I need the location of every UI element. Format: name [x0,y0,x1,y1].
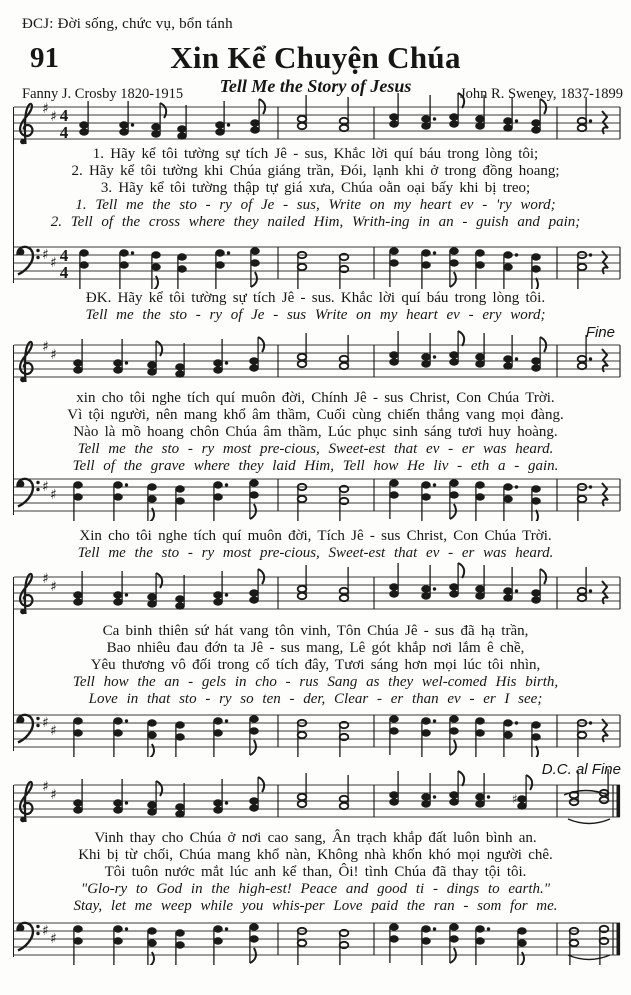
hymn-number: 91 [30,42,59,74]
svg-text:♯: ♯ [50,787,57,803]
dc-al-fine-marker: D.C. al Fine [541,761,621,778]
page-title: Xin Kể Chuyện Chúa [170,40,461,75]
svg-text:♯: ♯ [42,715,49,731]
svg-text:4: 4 [59,263,69,282]
composer-credit: John R. Sweney, 1837-1899 [460,86,623,102]
svg-text:♯: ♯ [50,931,57,947]
svg-text:♯: ♯ [50,255,57,271]
page-subtitle: Tell Me the Story of Jesus [219,76,412,96]
svg-text:♯: ♯ [42,571,49,587]
svg-text:4: 4 [59,106,69,125]
lyricist-credit: Fanny J. Crosby 1820-1915 [22,86,184,102]
system-1-treble-staff [12,89,624,149]
lyric-line: Tell of the grave where they laid Him, Tell how He liv - eth a - gain. [72,458,559,474]
svg-text:♯: ♯ [50,109,57,125]
fine-marker: Fine [585,324,615,341]
lyric-line: Ca binh thiên sứ hát vang tôn vinh, Tôn Chúa Jê - sus đã hạ trần, [102,623,529,639]
svg-text:♯: ♯ [50,487,57,503]
system-2-treble-staff [12,327,624,387]
lyric-line: Vì tội người, nên mang khổ âm thầm, Cuối cùng chiến thắng vang mọi đàng. [67,407,564,423]
svg-text:♯: ♯ [42,339,49,355]
lyric-line: 1. Tell me the sto - ry of Je - sus, Write on my heart ev - 'ry word; [75,197,556,213]
lyric-line: Tell me the sto - ry most pre-cious, Sweet-est that ev - er was heard. [77,545,554,561]
svg-text:♯: ♯ [512,792,518,806]
svg-text:♯: ♯ [42,101,49,117]
lyric-line: Love in that sto - ry so ten - der, Clear - er than ev - er I see; [88,691,543,707]
lyric-line: 2. Tell of the cross where they nailed Him, Writh-ing in an - guish and pain; [50,214,581,230]
svg-text:♯: ♯ [50,347,57,363]
category-heading: ĐCJ: Đời sống, chức vụ, bổn tánh [22,16,233,32]
svg-text:♯: ♯ [42,923,49,939]
lyric-line: Stay, let me weep while you whis-per Love paid the ran - som for me. [73,898,558,914]
system-3-treble-staff [12,559,624,619]
lyric-line: 3. Hãy kể tôi tường thập tự giá xưa, Chúa oằn oại bấy khi bị treo; [100,180,531,196]
lyric-line: Vinh thay cho Chúa ở nơi cao sang, Ân trạch khắp đất luôn bình an. [94,830,537,846]
lyric-line: "Glo-ry to God in the high-est! Peace and good ti - dings to earth." [80,881,551,897]
svg-text:4: 4 [59,246,69,265]
lyric-line: ĐK. Hãy kể tôi tường sự tích Jê - sus. Khắc lời quí báu trong lòng tôi. [85,290,546,306]
lyric-line: Tell me the sto - ry of Je - sus Write on my heart ev - ery word; [85,307,546,323]
system-1-bass-staff [12,229,624,289]
lyric-line: xin cho tôi nghe tích quí muôn đời, Chính Jê - sus Christ, Con Chúa Trời. [76,390,555,406]
svg-text:4: 4 [59,123,69,142]
svg-text:♯: ♯ [42,247,49,263]
svg-text:♯: ♯ [50,579,57,595]
lyric-line: Tôi tuôn nước mắt lúc anh kể than, Ôi! tình Chúa đã thay tội tôi. [104,864,527,880]
lyric-line: Bao nhiêu đau đớn ta Jê - sus mang, Lê gót khắp nơi lắm ê chề, [106,640,525,656]
svg-text:♯: ♯ [50,723,57,739]
lyric-line: Tell me the sto - ry most pre-cious, Sweet-est that ev - er was heard. [77,441,554,457]
lyric-line: 2. Hãy kể tôi tường khi Chúa giáng trần, Đói, lạnh khi ở trong đồng hoang; [71,163,560,179]
lyric-line: 1. Hãy kể tôi tường sự tích Jê - sus, Khắc lời quí báu trong lòng tôi; [92,146,539,162]
system-4-treble-staff [12,767,624,827]
lyric-line: Tell how the an - gels in cho - rus Sang as they wel-comed His birth, [72,674,559,690]
lyric-line: Nào là mồ hoang chôn Chúa âm thầm, Lúc phục sinh sáng tươi huy hoàng. [73,424,558,440]
lyric-line: Xin cho tôi nghe tích quí muôn đời, Tích Jê - sus Christ, Con Chúa Trời. [79,528,552,544]
svg-text:♯: ♯ [42,779,49,795]
svg-text:♯: ♯ [42,479,49,495]
lyric-line: Yêu thương vô đối trong cổ tích đây, Tươi sáng hơn mọi lúc tôi nhìn, [90,657,541,673]
lyric-line: Khi bị từ chối, Chúa mang khổ nàn, Không nhà khốn khó mọi người chê. [78,847,553,863]
